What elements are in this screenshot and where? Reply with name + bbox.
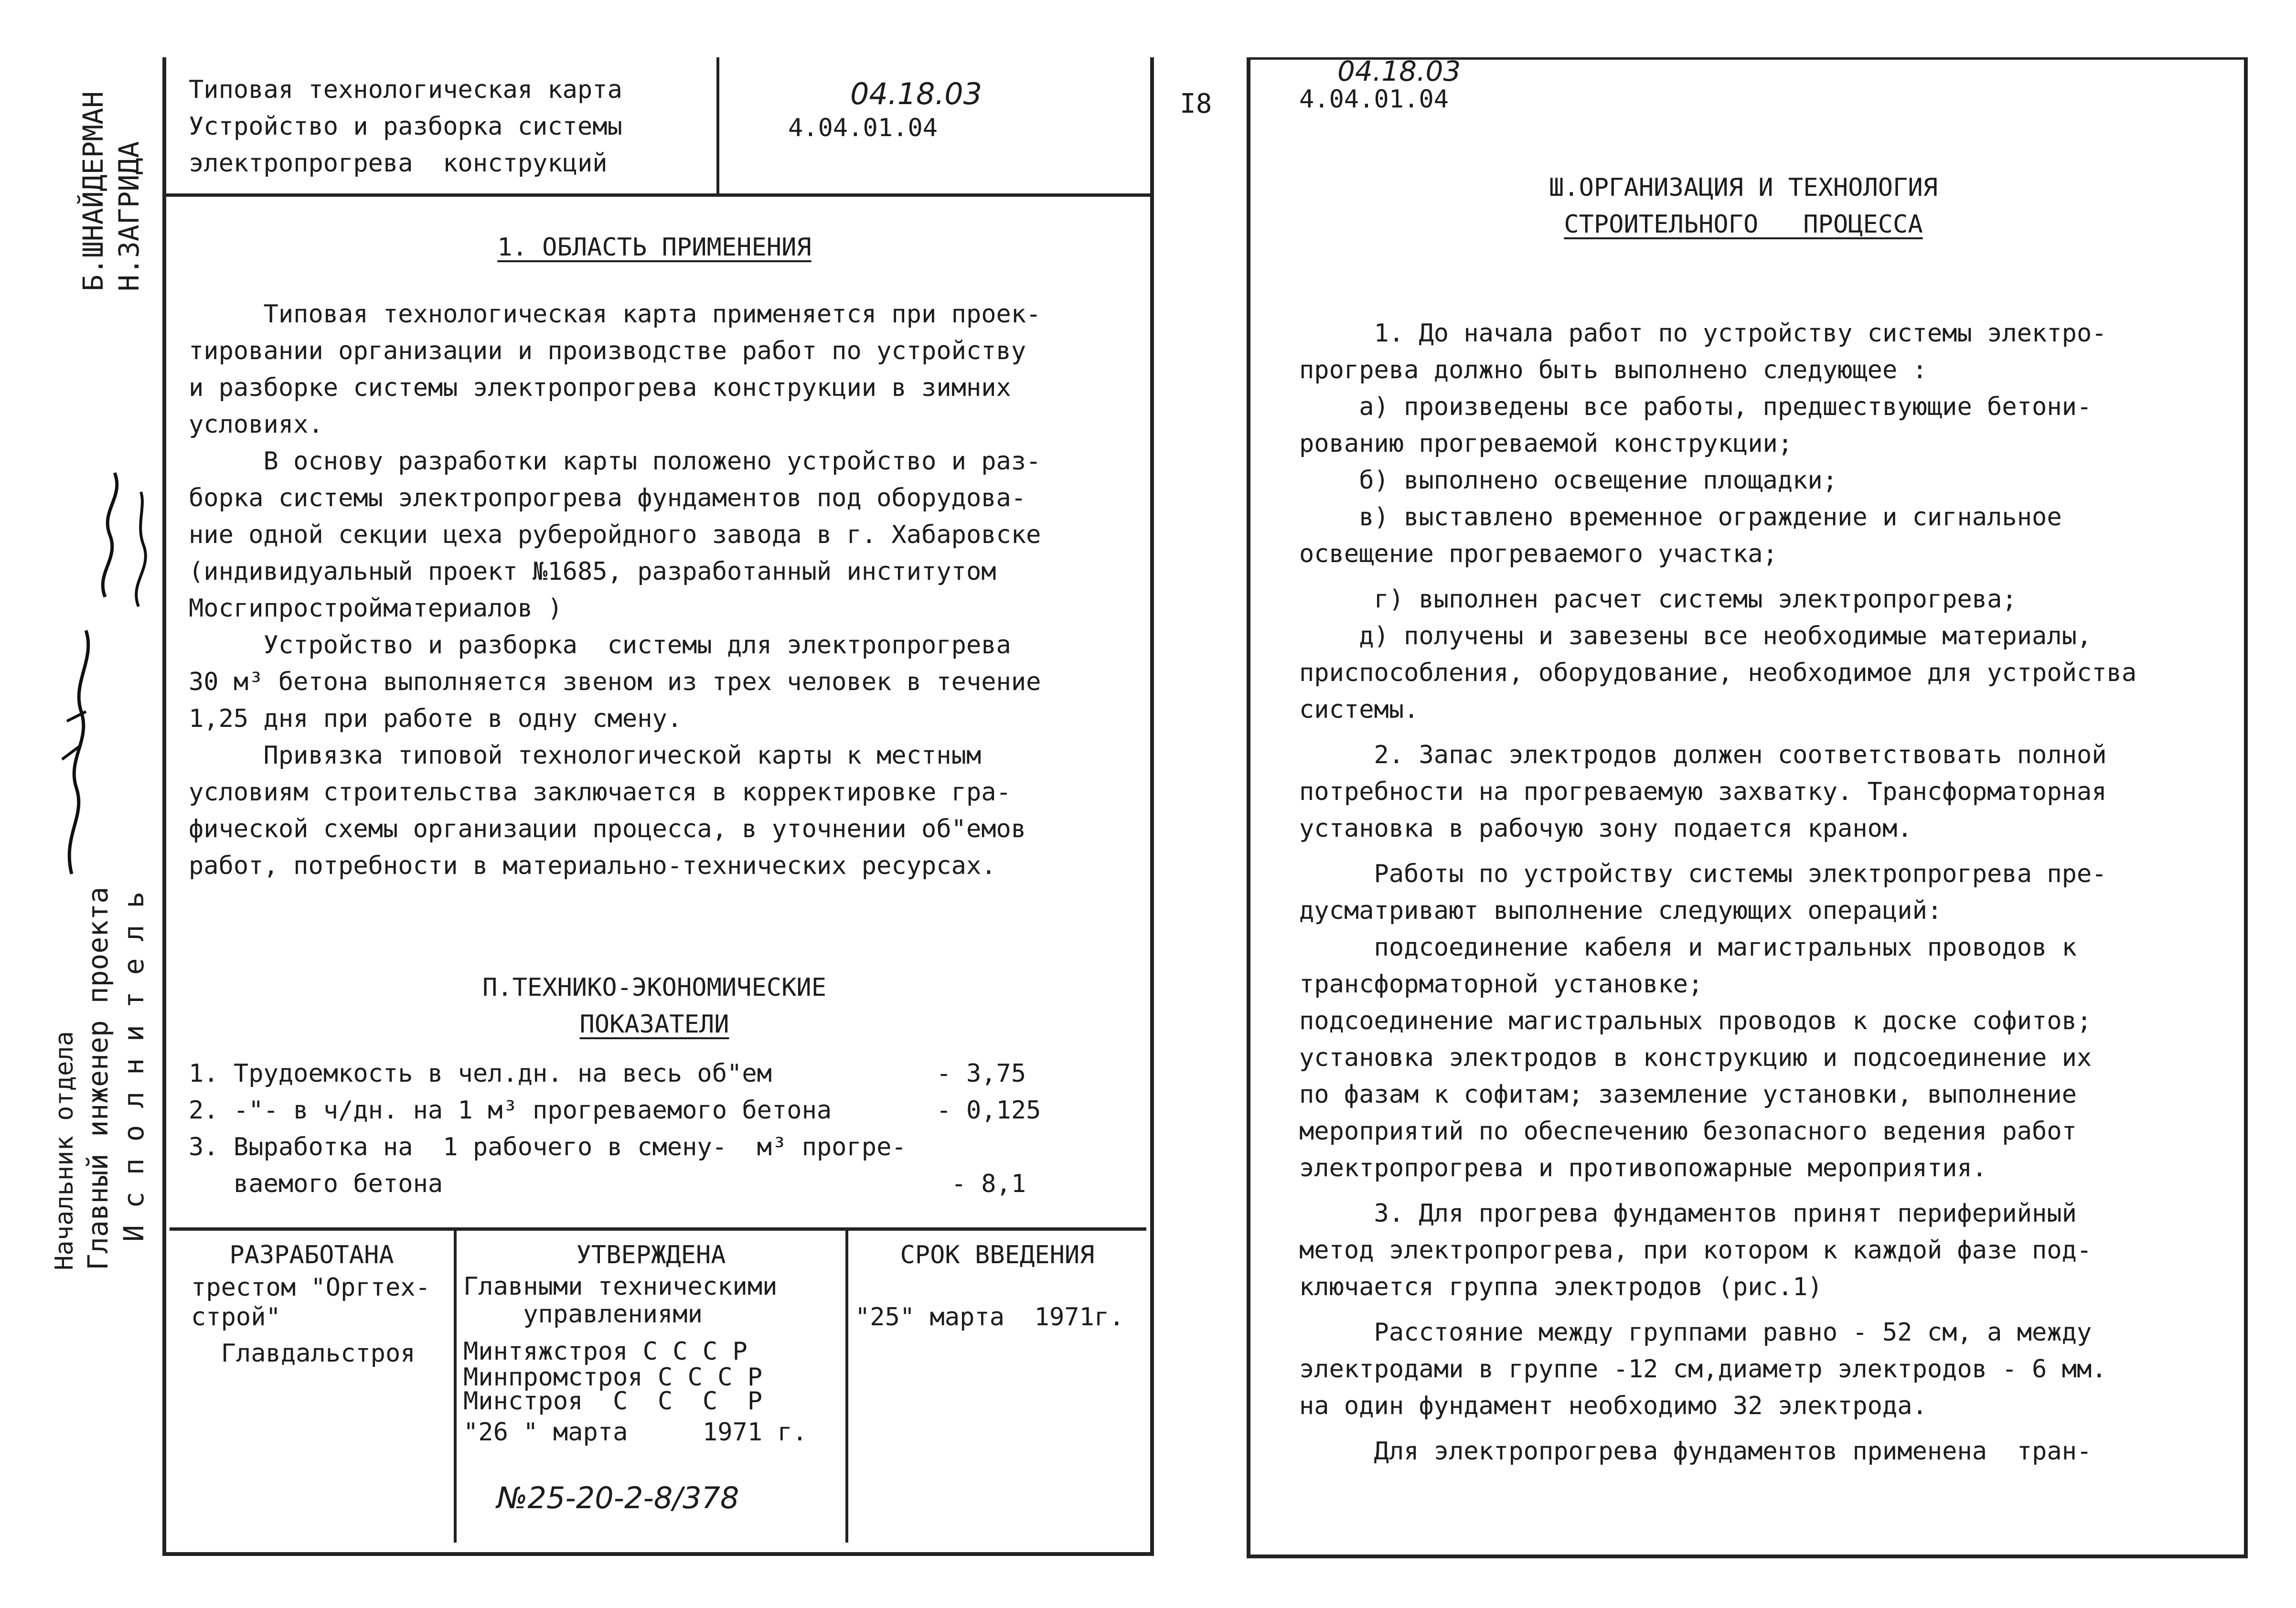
text-line: потребности на прогреваемую захватку. Трансформаторная [1299,777,2107,806]
text-line: системы. [1299,695,1419,724]
text-line: борка системы электропрогрева фундаментов под оборудова- [189,484,1026,512]
text-line: б) выполнено освещение площадки; [1299,466,1838,495]
developed-line: строй" [191,1303,281,1331]
text-line: Работы по устройству системы электропрогрева пре- [1299,860,2107,888]
paragraph [1299,1314,2136,1425]
role-executor: И с п о л н и т е л ь [117,891,150,1242]
text-line: установка электродов в конструкцию и подсоединение их [1299,1044,2092,1072]
text-line: Привязка типовой технологической карты к местным [189,741,982,770]
developed-line: Главдальстроя [191,1339,416,1368]
paragraph [1299,1195,2136,1306]
text-line: ние одной секции цеха руберойдного завода в г. Хабаровске [189,521,1041,549]
text-line: условиях. [189,410,323,439]
text-line: Мосгипростройматериалов ) [189,594,563,623]
indicator-row: 1. Трудоемкость в чел.дн. на весь об"ем - 3,75 [189,1059,1026,1088]
paragraph [1299,315,2136,573]
card-code: 4.04.01.04 [788,114,938,142]
text-line: фической схемы организации процесса, в уточнении об"емов [189,815,1026,843]
section-2-title: П.ТЕХНИКО-ЭКОНОМИЧЕСКИЕ [482,973,827,1002]
text-line: 3. Для прогрева фундаментов принят периферийный [1299,1199,2077,1228]
text-line: Устройство и разборка системы для электропрогрева [189,631,1011,660]
header-divider [716,57,719,193]
text-line: Расстояние между группами равно - 52 см, а между [1299,1318,2092,1347]
paragraph [1299,856,2136,1187]
text-line: Для электропрогрева фундаментов применена тран- [1299,1437,2092,1466]
text-line: установка в рабочую зону подается краном. [1299,814,1912,843]
signatures-icon [43,454,153,884]
text-line: условиям строительства заключается в корректировке гра- [189,778,1011,807]
indicator-row: ваемого бетона - 8,1 [189,1170,1026,1198]
text-line: и разборке системы электропрогрева конструкции в зимних [189,373,1011,402]
text-line: 2. Запас электродов должен соответствовать полной [1299,741,2107,769]
text-line: 1,25 дня при работе в одну смену. [189,704,683,733]
indicator-row: 3. Выработка на 1 рабочего в смену- м³ прогре- [189,1133,907,1161]
start-date: "25" марта 1971г. [855,1303,1124,1331]
section-1-title: 1. ОБЛАСТЬ ПРИМЕНЕНИЯ [497,233,812,262]
paragraph [1299,737,2136,847]
text-line: электродами в группе -12 см,диаметр электродов - 6 мм. [1299,1355,2107,1384]
text-line: электропрогрева и противопожарные мероприятия. [1299,1154,1987,1182]
approved-by [463,1273,807,1451]
text-line: работ, потребности в материально-технических ресурсах. [189,852,996,880]
section-1-body [189,296,1041,884]
text-line: 1. До начала работ по устройству системы электро- [1299,319,2107,348]
text-line: Типовая технологическая карта применяется при проек- [189,300,1041,329]
text-line: по фазам к софитам; заземление установки, выполнение [1299,1080,2077,1109]
footer-divider [454,1227,457,1543]
text-line: трансформаторной установке; [1299,970,1703,999]
text-line: (индивидуальный проект №1685, разработанный институтом [189,557,996,586]
card-title-line: электропрогрева конструкций [189,149,608,178]
executor-name-1: Б.ШНАЙДЕРМАН [77,91,109,291]
text-line: подсоединение кабеля и магистральных проводов к [1299,933,2077,962]
text-line: 30 м³ бетона выполняется звеном из трех человек в течение [189,668,1041,696]
text-line: мероприятий по обеспечению безопасного ведения работ [1299,1117,2077,1146]
approved-line: Минтяжстроя С С С Р [463,1337,748,1366]
indicators-list [189,1055,1041,1203]
text-line: на один фундамент необходимо 32 электрода. [1299,1392,1927,1420]
developed-title: РАЗРАБОТАНА [229,1241,394,1269]
text-line: дусматривают выполнение следующих операций: [1299,896,1943,925]
text-line: метод электропрогрева, при котором к каждой фазе под- [1299,1236,2092,1265]
text-line: ключается группа электродов (рис.1) [1299,1273,1823,1301]
card-code-handwritten: 04.18.03 [850,76,982,111]
approved-line: Минпромстроя С С С Р [463,1363,763,1392]
section-2-subtitle: ПОКАЗАТЕЛИ [579,1010,729,1039]
text-line: г) выполнен расчет системы электропрогрева; [1299,585,2017,614]
section-3-body [1299,315,2136,1470]
right-code-handwritten: 04.18.03 [1337,55,1461,87]
indicator-row: 2. -"- в ч/дн. на 1 м³ прогреваемого бетона - 0,125 [189,1096,1041,1125]
text-line: тировании организации и производстве работ по устройству [189,337,1026,365]
page-number: I8 [1180,88,1212,119]
approved-line: Минстроя С С С Р [463,1387,763,1416]
developed-line: трестом "Оргтех- [191,1273,430,1302]
approval-number: №25-20-2-8/378 [497,1480,739,1515]
role-chief-engineer: Главный инженер проекта [82,886,114,1270]
text-line: подсоединение магистральных проводов к доске софитов; [1299,1007,2092,1035]
approved-line: Главными техническими [463,1272,778,1301]
footer-divider [845,1227,848,1543]
start-date-title: СРОК ВВЕДЕНИЯ [900,1241,1095,1269]
card-title [189,72,622,182]
paragraph [1299,581,2136,728]
text-line: рованию прогреваемой конструкции; [1299,429,1793,458]
card-title-line: Устройство и разборка системы [189,112,622,141]
approved-date: "26 " марта 1971 г. [463,1418,808,1447]
text-line: освещение прогреваемого участка; [1299,540,1778,568]
approved-title: УТВЕРЖДЕНА [576,1241,726,1269]
section-3-subtitle: СТРОИТЕЛЬНОГО ПРОЦЕССА [1564,210,1923,239]
executor-name-2: Н.ЗАГРИДА [113,141,145,291]
section-3-title: Ш.ОРГАНИЗАЦИЯ И ТЕХНОЛОГИЯ [1549,173,1938,202]
text-line: д) получены и завезены все необходимые материалы, [1299,622,2092,650]
developed-by [191,1273,430,1375]
right-code: 4.04.01.04 [1299,85,1449,114]
role-head-of-department: Начальник отдела [50,1031,79,1270]
text-line: в) выставлено временное ограждение и сигнальное [1299,503,2062,532]
text-line: приспособления, оборудование, необходимое для устройства [1299,659,2137,687]
paragraph [1299,1433,2136,1470]
card-title-line: Типовая технологическая карта [189,75,622,104]
text-line: прогрева должно быть выполнено следующее : [1299,356,1927,384]
text-line: а) произведены все работы, предшествующие бетони- [1299,393,2092,421]
approved-line: управлениями [463,1300,703,1329]
text-line: В основу разработки карты положено устройство и раз- [189,447,1041,476]
